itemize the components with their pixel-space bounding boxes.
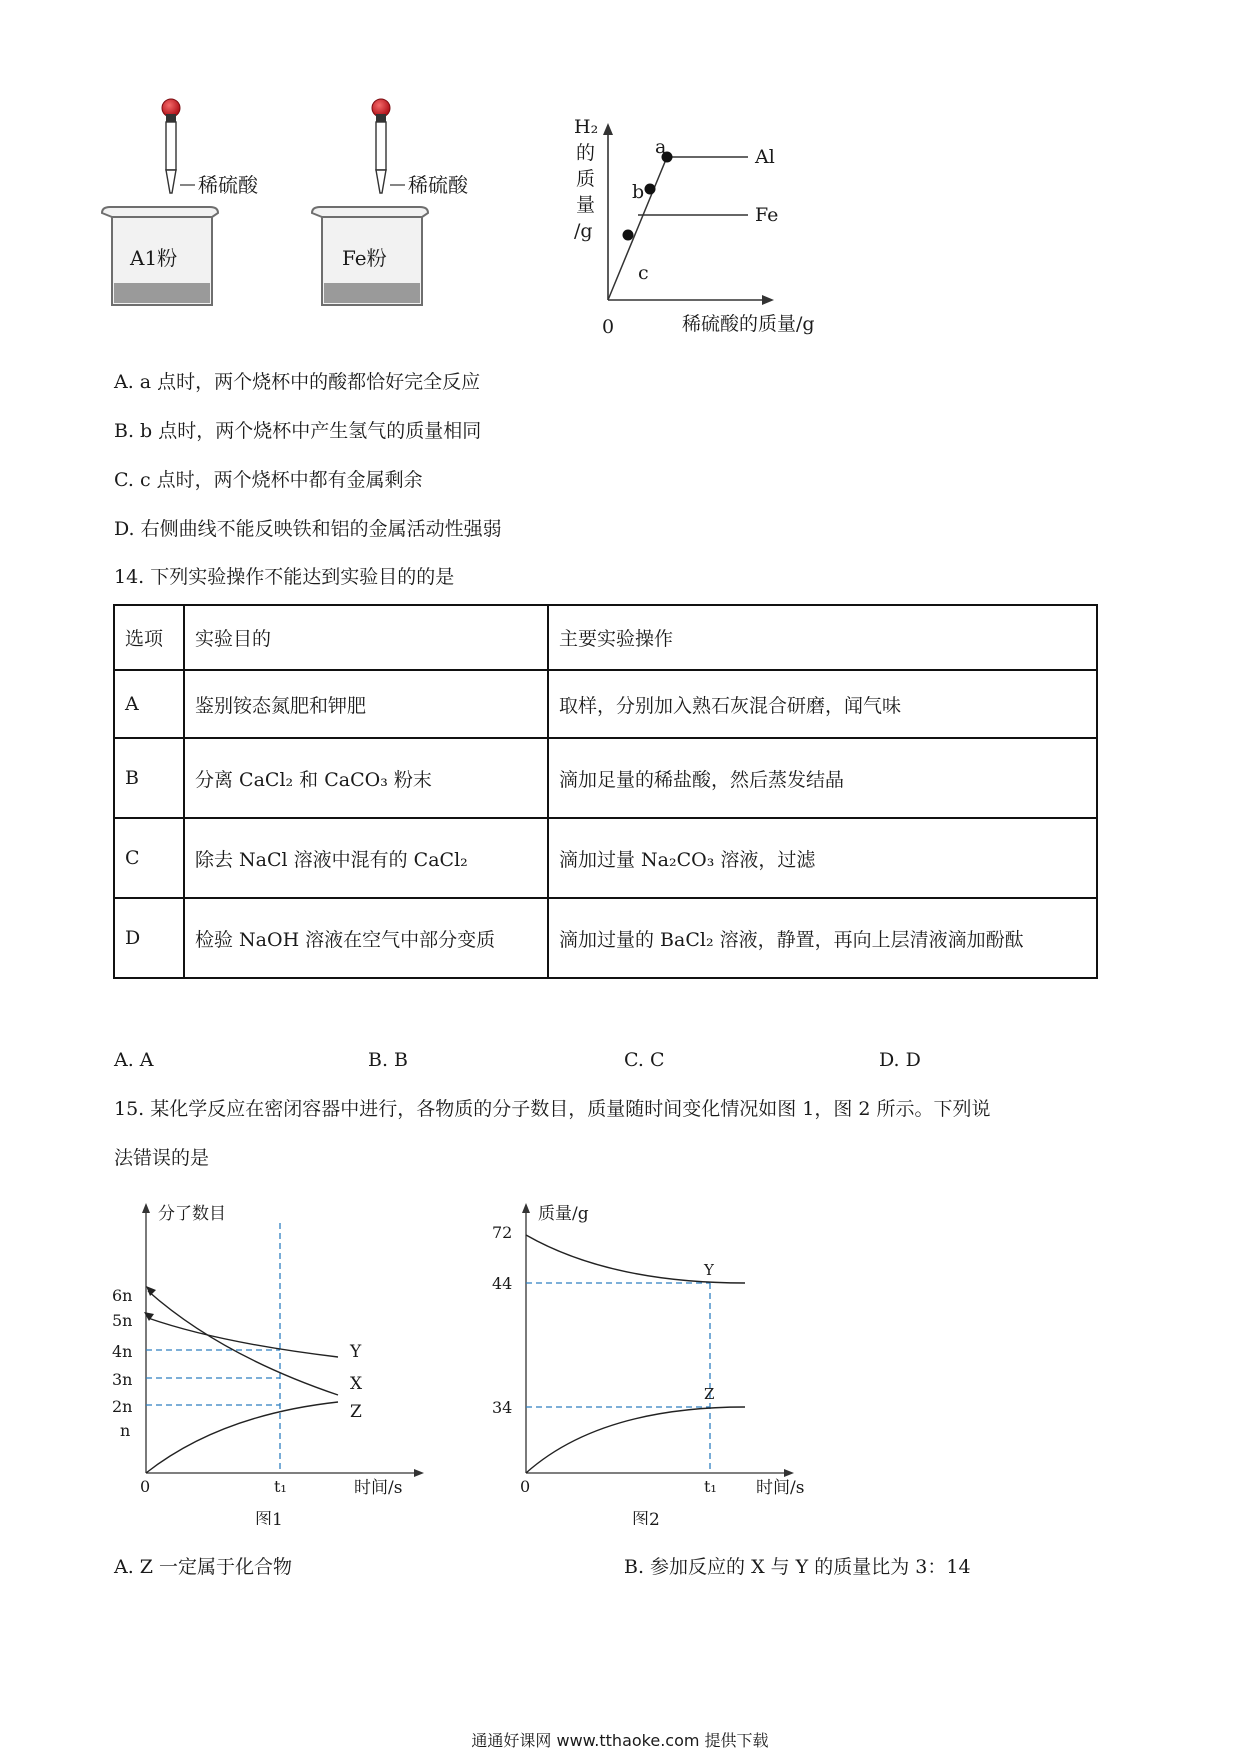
q14-option-a: A. A xyxy=(114,1049,154,1071)
mass-series-z-label: Z xyxy=(704,1385,715,1403)
q15-stem-line1: 15. 某化学反应在密闭容器中进行，各物质的分子数目，质量随时间变化情况如图 1，图 2 所示。下列说 xyxy=(114,1098,991,1120)
q15-option-a: A. Z 一定属于化合物 xyxy=(114,1556,293,1578)
series-z-curve xyxy=(146,1402,338,1473)
table-row xyxy=(114,670,1097,738)
q13-option-b: B. b 点时，两个烧杯中产生氢气的质量相同 xyxy=(114,420,482,442)
reaction-figure xyxy=(100,95,880,355)
row-purpose: 鉴别铵态氮肥和钾肥 xyxy=(184,670,548,738)
reaction-figure-svg xyxy=(100,95,880,355)
row-operation: 滴加过量的 BaCl₂ 溶液，静置，再向上层清液滴加酚酞 xyxy=(548,898,1097,978)
mass-x-tick-0: 0 xyxy=(520,1477,531,1496)
dropper-right xyxy=(372,99,405,193)
h2-ylabel-5: /g xyxy=(574,220,593,242)
q15-option-b: B. 参加反应的 X 与 Y 的质量比为 3：14 xyxy=(624,1556,971,1578)
beaker-left-label: A1粉 xyxy=(130,246,178,270)
dropper-left xyxy=(162,99,195,193)
chart1-xlabel: 时间/s xyxy=(354,1478,403,1498)
h2-xlabel: 稀硫酸的质量/g xyxy=(682,313,815,335)
h2-ylabel-2: 的 xyxy=(576,142,596,164)
q13-option-c: C. c 点时，两个烧杯中都有金属剩余 xyxy=(114,469,423,491)
h2-origin: 0 xyxy=(602,316,615,338)
q14-option-d: D. D xyxy=(879,1049,921,1071)
row-operation: 滴加过量 Na₂CO₃ 溶液，过滤 xyxy=(548,818,1097,898)
h2-ylabel-1: H₂ xyxy=(574,116,599,138)
x-tick-t1: t₁ xyxy=(274,1477,287,1496)
mass-x-tick-t1: t₁ xyxy=(704,1477,717,1496)
series-y-curve xyxy=(148,1318,338,1357)
mass-series-z-curve xyxy=(526,1407,745,1473)
chart-molecules xyxy=(110,1195,450,1525)
chart-mass xyxy=(490,1195,830,1525)
mass-y-tick-34: 34 xyxy=(492,1398,513,1417)
chart-molecules-svg xyxy=(110,1195,450,1525)
h2-ylabel-3: 质 xyxy=(576,168,596,190)
series-x-label: X xyxy=(350,1374,363,1394)
chart-mass-svg xyxy=(490,1195,830,1525)
mass-series-y-label: Y xyxy=(704,1261,714,1279)
table-header-row xyxy=(114,605,1097,670)
table-row xyxy=(114,738,1097,818)
point-c-label: c xyxy=(638,262,649,284)
mass-y-tick-72: 72 xyxy=(492,1223,513,1242)
chart2-title: 图2 xyxy=(632,1510,660,1525)
x-tick-0: 0 xyxy=(140,1477,151,1496)
point-b-label: b xyxy=(632,181,645,203)
row-option: A xyxy=(114,670,184,738)
q13-option-d: D. 右侧曲线不能反映铁和铝的金属活动性强弱 xyxy=(114,518,502,540)
mass-y-tick-44: 44 xyxy=(492,1274,513,1293)
chart1-title: 图1 xyxy=(255,1510,283,1525)
row-purpose: 分离 CaCl₂ 和 CaCO₃ 粉末 xyxy=(184,738,548,818)
row-operation: 滴加足量的稀盐酸，然后蒸发结晶 xyxy=(548,738,1097,818)
chart2-xlabel: 时间/s xyxy=(756,1478,805,1498)
series-al-label: Al xyxy=(755,146,775,168)
experiment-table xyxy=(113,604,1098,979)
series-fe-label: Fe xyxy=(755,204,779,226)
row-option: C xyxy=(114,818,184,898)
y-tick-3n: 3n xyxy=(112,1370,133,1389)
h2-graph xyxy=(603,123,774,305)
chart1-ylabel: 分了数目 xyxy=(158,1204,226,1224)
q14-option-b: B. B xyxy=(368,1049,409,1071)
y-tick-4n: 4n xyxy=(112,1342,133,1361)
y-tick-2n: 2n xyxy=(112,1397,133,1416)
q14-option-c: C. C xyxy=(624,1049,665,1071)
row-operation: 取样，分别加入熟石灰混合研磨，闻气味 xyxy=(548,670,1097,738)
beaker-right-label: Fe粉 xyxy=(342,246,387,270)
y-tick-6n: 6n xyxy=(112,1286,133,1305)
point-a-label: a xyxy=(655,136,667,158)
y-tick-5n: 5n xyxy=(112,1311,133,1330)
page-footer: 通通好课网 www.tthaoke.com 提供下载 xyxy=(471,1731,769,1750)
dropper-right-label: 稀硫酸 xyxy=(408,173,468,197)
row-option: D xyxy=(114,898,184,978)
h2-ylabel-4: 量 xyxy=(576,194,596,216)
y-tick-n: n xyxy=(120,1421,131,1440)
q13-option-a: A. a 点时，两个烧杯中的酸都恰好完全反应 xyxy=(114,371,481,393)
dropper-left-label: 稀硫酸 xyxy=(198,173,258,197)
q14-stem: 14. 下列实验操作不能达到实验目的的是 xyxy=(114,566,455,588)
chart2-ylabel: 质量/g xyxy=(538,1204,589,1224)
series-z-label: Z xyxy=(350,1402,362,1422)
header-operation: 主要实验操作 xyxy=(548,605,1097,670)
table-row xyxy=(114,818,1097,898)
row-purpose: 除去 NaCl 溶液中混有的 CaCl₂ xyxy=(184,818,548,898)
q15-stem-line2: 法错误的是 xyxy=(114,1147,210,1169)
header-option: 选项 xyxy=(114,605,184,670)
header-purpose: 实验目的 xyxy=(184,605,548,670)
row-purpose: 检验 NaOH 溶液在空气中部分变质 xyxy=(184,898,548,978)
series-y-label: Y xyxy=(350,1342,362,1362)
row-option: B xyxy=(114,738,184,818)
table-row xyxy=(114,898,1097,978)
